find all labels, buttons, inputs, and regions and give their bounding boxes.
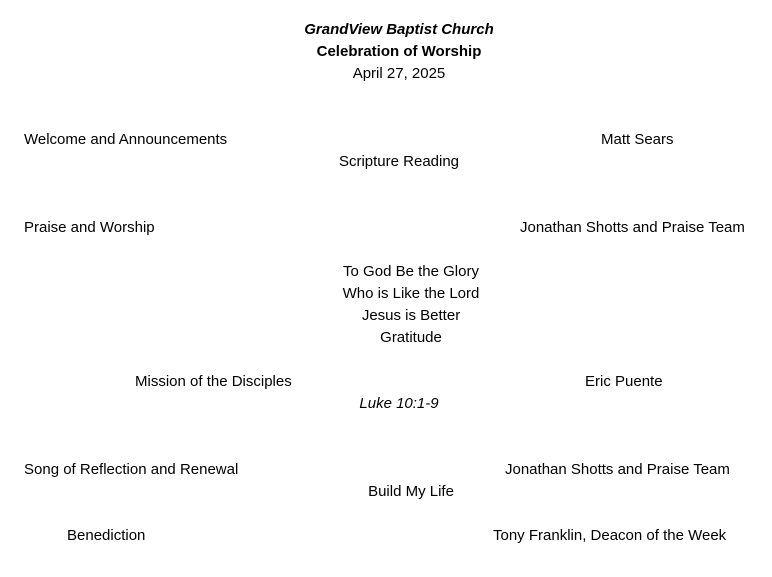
- praise-worship-item: Praise and Worship: [24, 219, 155, 236]
- benediction-leader: Tony Franklin, Deacon of the Week: [493, 527, 727, 544]
- scripture-reading-detail: Scripture Reading: [338, 153, 460, 170]
- service-title: Celebration of Worship: [316, 43, 482, 60]
- welcome-announcements-item: Welcome and Announcements: [24, 131, 228, 148]
- reflection-song-title: Build My Life: [368, 483, 454, 500]
- song-title: Jesus is Better: [361, 307, 461, 324]
- song-title: To God Be the Glory: [343, 263, 479, 280]
- song-title: Who is Like the Lord: [342, 285, 480, 302]
- sermon-leader: Eric Puente: [585, 373, 663, 390]
- praise-worship-leader: Jonathan Shotts and Praise Team: [520, 219, 745, 236]
- benediction-item: Benediction: [67, 527, 146, 544]
- song-title: Gratitude: [380, 329, 442, 346]
- church-name: GrandView Baptist Church: [304, 21, 494, 38]
- sermon-item: Mission of the Disciples: [135, 373, 292, 390]
- reflection-song-leader: Jonathan Shotts and Praise Team: [505, 461, 730, 478]
- service-date: April 27, 2025: [352, 65, 446, 82]
- scripture-reference: Luke 10:1-9: [359, 395, 439, 412]
- welcome-announcements-leader: Matt Sears: [601, 131, 674, 148]
- reflection-song-item: Song of Reflection and Renewal: [24, 461, 239, 478]
